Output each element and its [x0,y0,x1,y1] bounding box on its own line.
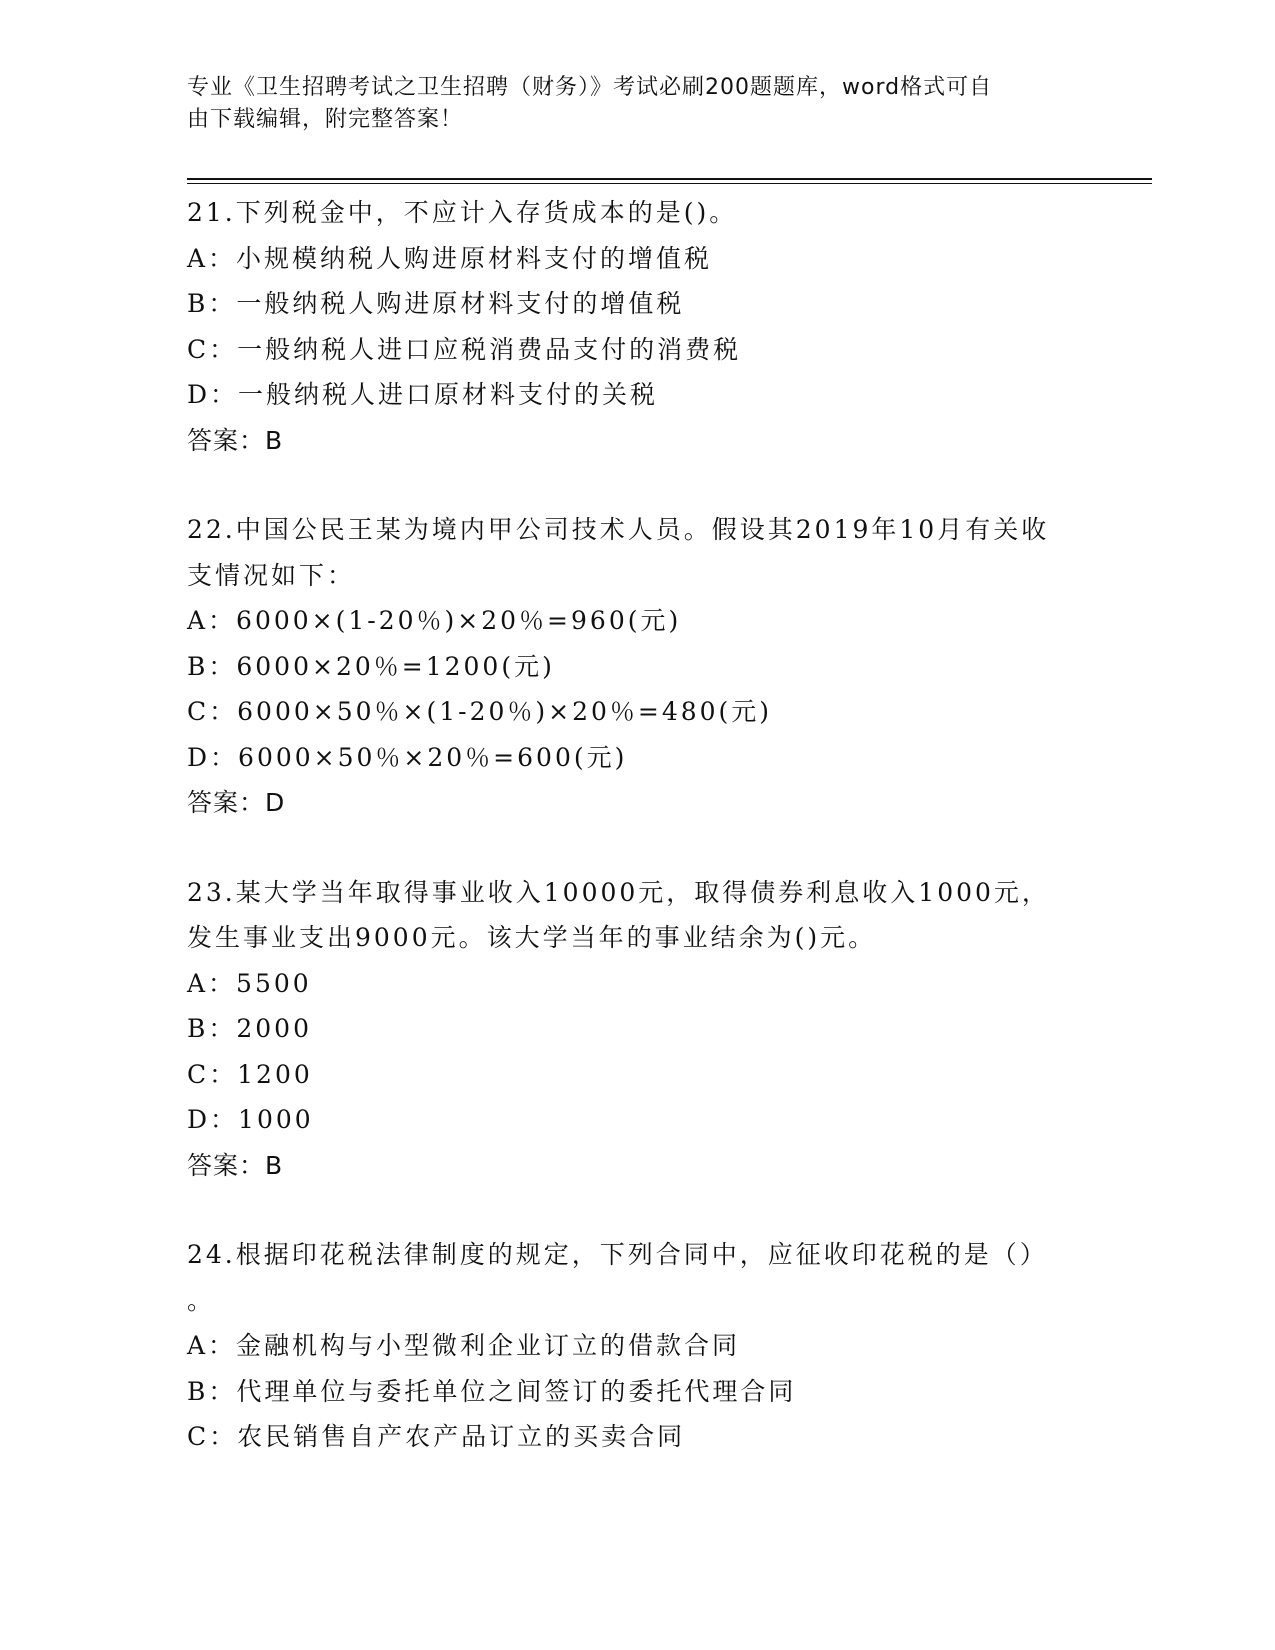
question-21 [187,190,1067,463]
option-c: C：6000×50％×(1-20％)×20％=480(元) [187,697,773,726]
question-stem-line: 23.某大学当年取得事业收入10000元，取得债券利息收入1000元， [187,877,1050,907]
question-stem-line: 22.中国公民王某为境内甲公司技术人员。假设其2019年10月有关收 [187,515,1050,544]
option-c: C：农民销售自产农产品订立的买卖合同 [187,1422,686,1451]
question-24 [187,1232,1067,1460]
option-d: D：一般纳税人进口原材料支付的关税 [187,380,659,409]
question-22 [187,507,1067,826]
header-divider-thin [187,183,1152,184]
question-stem-line: 。 [187,1285,216,1315]
option-b: B：代理单位与委托单位之间签订的委托代理合同 [187,1376,797,1406]
answer-line: 答案：B [187,1150,284,1180]
document-header [187,72,1067,136]
option-b: B：2000 [187,1014,312,1043]
question-stem-line: 24.根据印花税法律制度的规定，下列合同中，应征收印花税的是（） [187,1240,1048,1269]
option-b: B：6000×20％=1200(元) [187,651,555,681]
header-divider-thick [187,178,1152,180]
question-stem-line: 21.下列税金中，不应计入存货成本的是()。 [187,198,738,227]
option-b: B：一般纳税人购进原材料支付的增值税 [187,289,685,318]
option-c: C：1200 [187,1059,313,1089]
option-d: D：1000 [187,1105,314,1134]
answer-line: 答案：B [187,425,284,455]
question-stem-line: 发生事业支出9000元。该大学当年的事业结余为()元。 [187,923,877,952]
option-a: A：小规模纳税人购进原材料支付的增值税 [187,243,713,273]
option-d: D：6000×50％×20％=600(元) [187,742,628,772]
option-a: A：5500 [187,968,312,998]
question-stem-line: 支情况如下： [187,560,356,590]
answer-line: 答案：D [187,788,286,817]
question-23 [187,870,1067,1189]
header-line-2: 由下载编辑，附完整答案！ [187,107,464,132]
header-line-1: 专业《卫生招聘考试之卫生招聘（财务）》考试必刷200题题库，word格式可自 [187,75,993,100]
option-c: C：一般纳税人进口应税消费品支付的消费税 [187,334,742,364]
question-list [187,190,1067,1504]
option-a: A：6000×(1-20％)×20％=960(元) [187,606,682,635]
option-a: A：金融机构与小型微利企业订立的借款合同 [187,1331,741,1360]
